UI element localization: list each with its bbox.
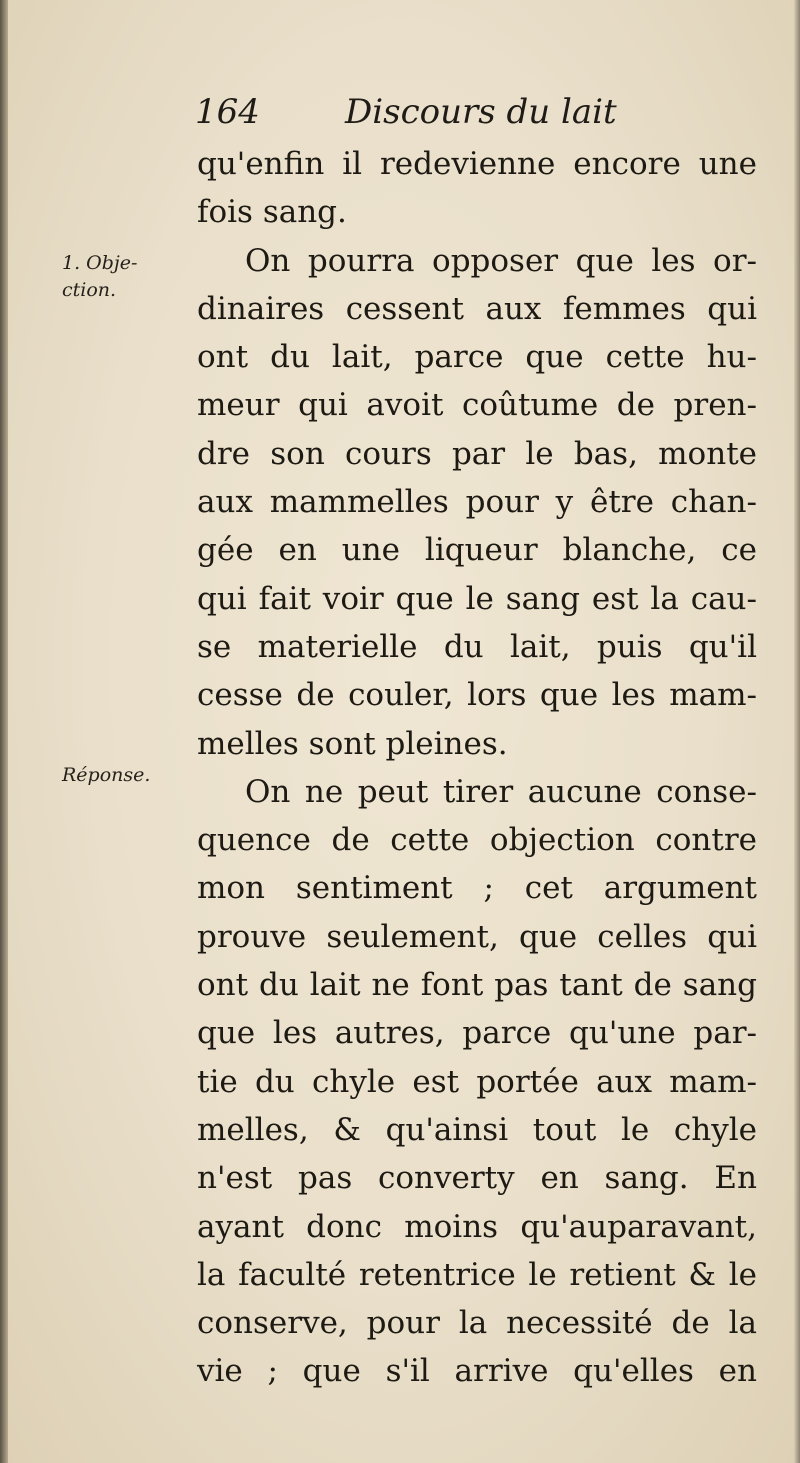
text-line: ont du lait, parce que cette hu- xyxy=(197,339,757,376)
text-line: quence de cette objection contre xyxy=(197,822,757,859)
page-number: 164 xyxy=(195,92,260,132)
text-line: fois sang. xyxy=(197,194,347,231)
text-line: que les autres, parce qu'une par- xyxy=(197,1015,757,1052)
text-line: la faculté retentrice le retient & le xyxy=(197,1256,757,1293)
page-right-edge xyxy=(794,0,800,1463)
margin-note-objection xyxy=(62,250,137,304)
text-line: se materielle du lait, puis qu'il xyxy=(197,628,757,665)
page-left-edge xyxy=(0,0,8,1463)
margin-note-line: 1. Obje- xyxy=(62,252,138,274)
text-line: ayant donc moins qu'auparavant, xyxy=(197,1208,757,1245)
text-line: dre son cours par le bas, monte xyxy=(197,435,757,472)
text-line: mon sentiment ; cet argument xyxy=(197,870,757,907)
text-line: meur qui avoit coûtume de pren- xyxy=(197,387,757,424)
body-text xyxy=(197,140,757,1396)
text-line: qui fait voir que le sang est la cau- xyxy=(197,580,757,617)
text-line: ont du lait ne font pas tant de sang xyxy=(197,967,757,1004)
text-line: melles sont pleines. xyxy=(197,725,508,762)
margin-note-line: ction. xyxy=(62,279,117,301)
running-title: Discours du lait xyxy=(345,92,617,132)
text-line: On pourra opposer que les or- xyxy=(245,242,757,279)
margin-note-line: Réponse. xyxy=(62,764,151,786)
text-line: vie ; que s'il arrive qu'elles en xyxy=(197,1353,757,1390)
text-line: qu'enfin il redevienne encore une xyxy=(197,146,757,182)
margin-note-response xyxy=(62,762,150,789)
text-line: n'est pas converty en sang. En xyxy=(197,1160,757,1197)
text-line: gée en une liqueur blanche, ce xyxy=(197,532,757,569)
text-line: aux mammelles pour y être chan- xyxy=(197,484,757,521)
text-line: dinaires cessent aux femmes qui xyxy=(197,290,757,327)
running-head xyxy=(195,92,675,138)
text-line: cesse de couler, lors que les mam- xyxy=(197,677,757,714)
text-line: prouve seulement, que celles qui xyxy=(197,918,757,955)
text-line: melles, & qu'ainsi tout le chyle xyxy=(197,1111,757,1148)
text-line: tie du chyle est portée aux mam- xyxy=(197,1063,757,1100)
text-line: conserve, pour la necessité de la xyxy=(197,1305,757,1342)
text-line: On ne peut tirer aucune conse- xyxy=(245,773,757,810)
